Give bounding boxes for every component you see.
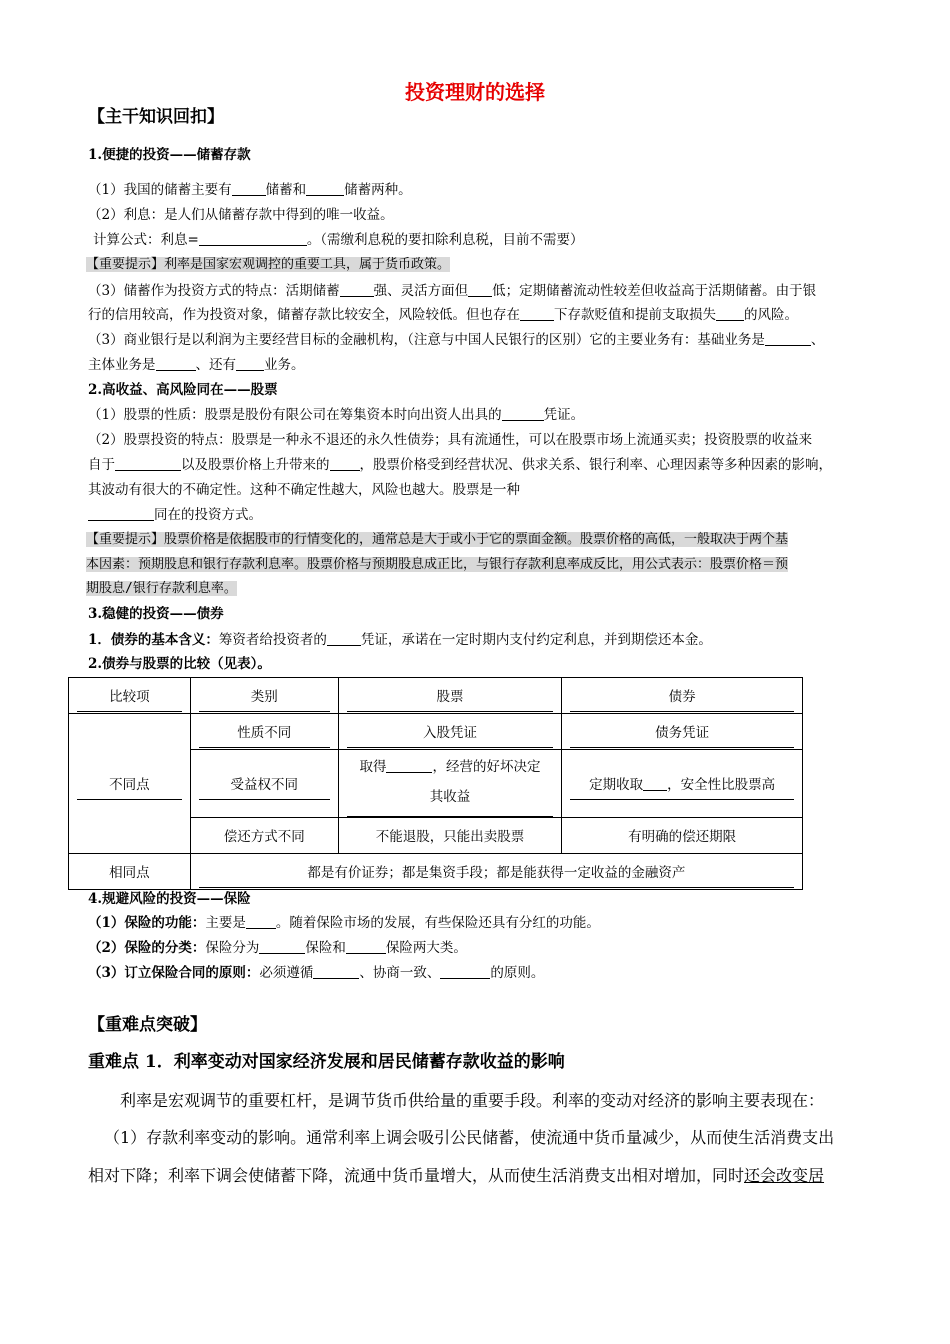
- text: 、还有: [195, 357, 236, 373]
- hint-text: 期股息/银行存款利息率。: [86, 581, 237, 596]
- cell-text: [570, 767, 794, 800]
- s1-line1: [88, 178, 868, 202]
- text: 行的信用较高，作为投资对象，储蓄存款比较安全，风险较低。但也存在: [88, 307, 520, 323]
- blank: [199, 230, 307, 246]
- s1-line2: （2）利息：是人们从储蓄存款中得到的唯一收益。: [88, 207, 394, 223]
- text: （1）股票的性质：股票是股份有限公司在筹集资本时向出资人出具的: [88, 407, 502, 423]
- table-cell: [190, 750, 338, 818]
- hint-text: 【重要提示】利率是国家宏观调控的重要工具，属于货币政策。: [86, 257, 451, 272]
- key1-paragraph3: [88, 1162, 873, 1189]
- cell-text: 受益权不同: [199, 768, 330, 800]
- text: 。（需缴利息税的要扣除利息税，目前不需要）: [306, 232, 584, 248]
- key1-heading: 重难点 1．利率变动对国家经济发展和居民储蓄存款收益的影响: [88, 1052, 565, 1072]
- blank: [340, 281, 374, 297]
- text: 保险两大类。: [385, 940, 467, 956]
- cell-text: 性质不同: [199, 716, 330, 748]
- blank: [313, 963, 359, 979]
- text: 凭证。: [543, 407, 585, 423]
- cell-text: 债务凭证: [570, 716, 794, 748]
- blank: [346, 938, 386, 954]
- s2-line3: [88, 453, 868, 477]
- text: 以及股票价格上升带来的: [181, 457, 330, 473]
- text: ，安全性比股票高: [667, 777, 776, 793]
- blank: [520, 305, 554, 321]
- blank: [386, 757, 432, 773]
- text: 强、灵活方面但: [373, 283, 469, 299]
- s3-line2: 2.债券与股票的比较（见表）。: [88, 656, 271, 672]
- text: ，股票价格受到经营状况、供求关系、银行利率、心理因素等多种因素的影响，: [359, 457, 832, 473]
- text: 1．债券的基本含义：: [88, 632, 219, 648]
- blank: [156, 355, 196, 371]
- s4-line3: [88, 961, 868, 985]
- text: 下存款贬值和提前支取损失: [554, 307, 716, 323]
- text: 定期收取: [589, 777, 644, 793]
- s1-line4: [88, 279, 868, 303]
- text: （3）储蓄作为投资方式的特点：活期储蓄: [88, 283, 340, 299]
- text: 储蓄和: [265, 182, 307, 198]
- table-cell: [69, 854, 191, 890]
- underlined-text: 还会改变居: [744, 1166, 825, 1185]
- s2-line4: 其波动有很大的不确定性。这种不确定性越大，风险也越大。股票是一种: [88, 482, 520, 498]
- text: 低；定期储蓄流动性较差但收益高于活期储蓄。由于银: [492, 283, 817, 299]
- section-heading-key: 【重难点突破】: [88, 1015, 207, 1035]
- header-cell: [190, 678, 338, 714]
- text: 计算公式：利息=: [93, 232, 199, 248]
- s2-hint: [86, 528, 864, 602]
- s2-line5: [88, 503, 868, 527]
- cell-text: 入股凭证: [347, 716, 554, 748]
- text: 、协商一致、: [359, 965, 441, 981]
- blank: [765, 330, 811, 346]
- header-text: 比较项: [77, 680, 182, 712]
- blank: [327, 630, 361, 646]
- text: 储蓄两种。: [344, 182, 412, 198]
- text: 筹资者给投资者的: [218, 632, 327, 648]
- table-cell: [562, 818, 803, 854]
- table-cell: [338, 714, 562, 750]
- blank: [440, 963, 490, 979]
- text: 同在的投资方式。: [154, 507, 262, 523]
- text: （3）商业银行是以利润为主要经营目标的金融机构，（注意与中国人民银行的区别）它的主要业务有：基础业务是: [88, 332, 765, 348]
- s1-line7: [88, 353, 868, 377]
- text: 主要是: [205, 915, 246, 931]
- text: 相对下降；利率下调会使储蓄下降，流通中货币量增大，从而使生活消费支出相对增加，同时: [88, 1166, 745, 1185]
- s1-line6: [88, 328, 868, 352]
- text: 保险和: [305, 940, 346, 956]
- text: 取得: [359, 759, 387, 775]
- s2-line1: [88, 403, 868, 427]
- text: ，经营的好坏决定: [432, 759, 541, 775]
- header-cell: [562, 678, 803, 714]
- text: 、: [810, 332, 825, 348]
- text: （2）保险的分类：: [88, 940, 206, 956]
- text: 其收益: [429, 789, 471, 805]
- s2-line2: （2）股票投资的特点：股票是一种永不退还的永久性债券；具有流通性，可以在股票市场上流通买卖；投资股票的收益来: [88, 432, 813, 448]
- blank: [232, 180, 266, 196]
- header-text: 股票: [347, 680, 554, 712]
- blank: [115, 455, 181, 471]
- text: 自于: [88, 457, 115, 473]
- cell-text: 偿还方式不同: [223, 829, 305, 845]
- blank: [643, 775, 667, 791]
- table-cell: [338, 750, 562, 818]
- text: 必须遵循: [259, 965, 314, 981]
- hint-text: 【重要提示】股票价格是依据股市的行情变化的，通常总是大于或小于它的票面金额。股票价格的高低，一般取决于两个基: [86, 532, 789, 547]
- header-cell: [338, 678, 562, 714]
- s2-heading: 2.高收益、高风险同在——股票: [88, 382, 278, 398]
- blank: [468, 281, 492, 297]
- s4-heading: 4.规避风险的投资——保险: [88, 891, 251, 907]
- blank: [502, 405, 544, 421]
- section-heading-main: 【主干知识回扣】: [88, 107, 224, 127]
- text: （1）保险的功能：: [88, 915, 206, 931]
- comparison-table: [68, 677, 803, 890]
- header-text: 债券: [570, 680, 794, 712]
- table-cell: [562, 750, 803, 818]
- blank: [88, 505, 154, 521]
- s4-line1: [88, 911, 868, 935]
- text: （1）我国的储蓄主要有: [88, 182, 232, 198]
- cell-text: 有明确的偿还期限: [628, 829, 737, 845]
- text: 。随着保险市场的发展，有些保险还具有分红的功能。: [275, 915, 600, 931]
- blank: [259, 938, 305, 954]
- table-cell: [190, 854, 802, 890]
- cell-text: 相同点: [109, 865, 150, 881]
- s1-hint: [86, 253, 864, 278]
- text: 的风险。: [744, 307, 798, 323]
- cell-text: [347, 750, 554, 817]
- table-cell: [190, 818, 338, 854]
- table-cell: [338, 818, 562, 854]
- s3-line1: [88, 628, 868, 652]
- blank: [306, 180, 344, 196]
- hint-text: 本因素：预期股息和银行存款利息率。股票价格与预期股息成正比，与银行存款利息率成反比，用公式表示：股票价格＝预: [86, 556, 789, 572]
- text: 凭证，承诺在一定时期内支付约定利息，并到期偿还本金。: [360, 632, 712, 648]
- s1-line5: [88, 303, 868, 327]
- text: （3）订立保险合同的原则：: [88, 965, 260, 981]
- s1-line3: [93, 228, 873, 252]
- text: 业务。: [264, 357, 305, 373]
- s4-line2: [88, 936, 868, 960]
- table-cell: [190, 714, 338, 750]
- cell-text: 不同点: [77, 768, 182, 800]
- header-cell: [69, 678, 191, 714]
- key1-paragraph2: （1）存款利率变动的影响。通常利率上调会吸引公民储蓄，使流通中货币量减少，从而使生活消费支出: [104, 1128, 835, 1147]
- blank: [716, 305, 744, 321]
- blank: [246, 913, 276, 929]
- blank: [236, 355, 264, 371]
- document-title: 投资理财的选择: [405, 80, 545, 104]
- text: 保险分为: [205, 940, 260, 956]
- table-cell: [69, 714, 191, 854]
- text: 的原则。: [490, 965, 545, 981]
- cell-text: 都是有价证券；都是集资手段；都是能获得一定收益的金融资产: [199, 856, 794, 888]
- header-text: 类别: [199, 680, 330, 712]
- blank: [330, 455, 360, 471]
- s1-heading: 1.便捷的投资——储蓄存款: [88, 147, 251, 163]
- cell-text: 不能退股，只能出卖股票: [375, 829, 525, 845]
- key1-paragraph1: 利率是宏观调节的重要杠杆，是调节货币供给量的重要手段。利率的变动对经济的影响主要表现在：: [120, 1091, 825, 1110]
- table-cell: [562, 714, 803, 750]
- s3-heading: 3.稳健的投资——债券: [88, 606, 224, 622]
- text: 主体业务是: [88, 357, 156, 373]
